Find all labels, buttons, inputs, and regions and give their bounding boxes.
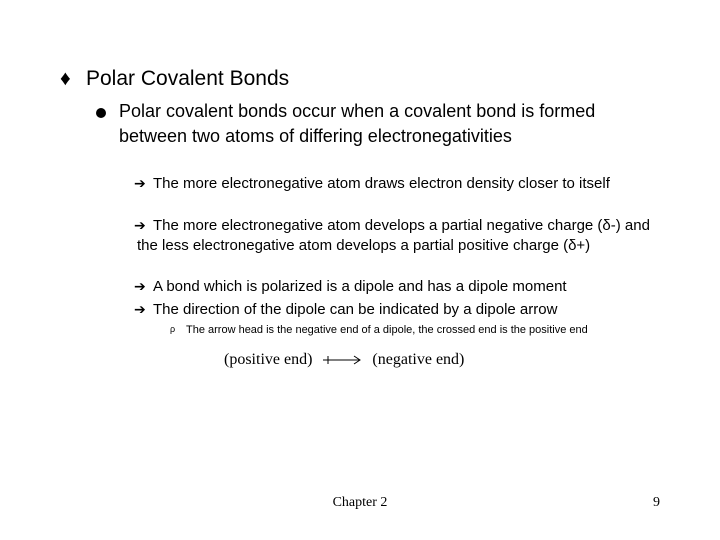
diamond-bullet-icon: ♦ xyxy=(60,67,71,90)
sub-point-1 xyxy=(134,174,667,194)
sub-point-2 xyxy=(134,216,667,255)
footer-chapter: Chapter 2 xyxy=(332,495,388,510)
dipole-arrow-diagram xyxy=(224,350,464,370)
sub-point-3 xyxy=(134,277,667,297)
sub-sub-point-text: The arrow head is the negative end of a dipole, the crossed end is the positive end xyxy=(186,324,588,336)
small-bullet-icon: ρ xyxy=(170,324,176,334)
dipole-arrow-icon xyxy=(322,353,362,367)
main-point-text: Polar covalent bonds occur when a covalent bond is formed between two atoms of differing electronegativities xyxy=(119,101,596,146)
arrow-bullet-icon: ➔ xyxy=(134,175,146,191)
round-bullet-icon xyxy=(96,108,106,118)
sub-sub-point xyxy=(170,322,690,337)
arrow-bullet-icon: ➔ xyxy=(134,278,146,294)
sub-point-text: The direction of the dipole can be indicated by a dipole arrow xyxy=(153,301,558,318)
sub-point-text: The more electronegative atom draws electron density closer to itself xyxy=(153,175,610,192)
slide-title-text: Polar Covalent Bonds xyxy=(86,67,290,90)
sub-point-text: The more electronegative atom develops a partial negative charge (δ-) and the less electronegative atom develops a partial positive charge (δ+) xyxy=(137,217,650,254)
arrow-bullet-icon: ➔ xyxy=(134,217,146,233)
footer-page-number: 9 xyxy=(653,495,660,510)
negative-end-label: (negative end) xyxy=(372,351,465,368)
sub-point-text: A bond which is polarized is a dipole and has a dipole moment xyxy=(153,278,567,295)
sub-point-4 xyxy=(134,300,667,320)
positive-end-label: (positive end) xyxy=(224,351,313,368)
slide-title xyxy=(60,66,289,92)
main-point xyxy=(96,99,656,149)
arrow-bullet-icon: ➔ xyxy=(134,301,146,317)
